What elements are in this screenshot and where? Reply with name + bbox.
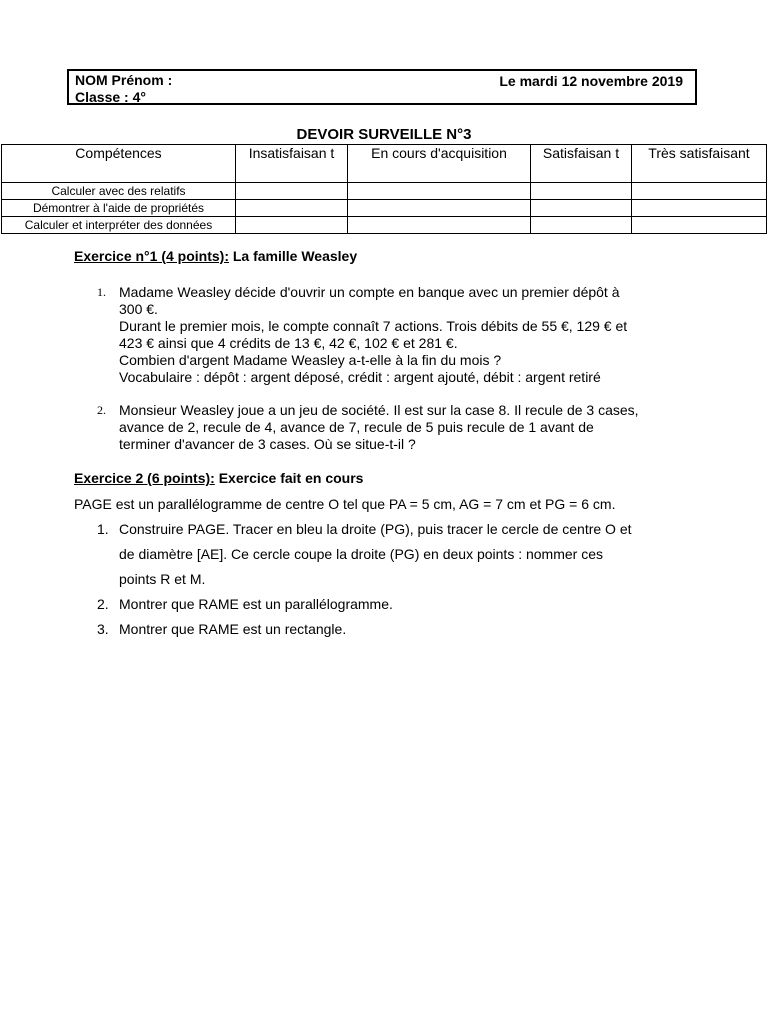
exercise1-label: Exercice n°1 (4 points): [74, 248, 229, 264]
competence-label: Calculer et interpréter des données [2, 217, 236, 234]
rating-cell [348, 217, 531, 234]
column-header: Compétences [2, 145, 236, 183]
column-header: Très satisfaisant [632, 145, 767, 183]
item-line: de diamètre [AE]. Ce cercle coupe la droite (PG) en deux points : nommer ces [119, 546, 604, 562]
item-line: Montrer que RAME est un rectangle. [119, 621, 347, 637]
rating-cell [236, 217, 348, 234]
item-number: 1. [97, 521, 109, 537]
competence-label: Démontrer à l'aide de propriétés [2, 200, 236, 217]
item-line: 423 € ainsi que 4 crédits de 13 €, 42 €, 102 € et 281 €. [119, 335, 458, 351]
list-item [74, 617, 632, 642]
item-line: Vocabulaire : dépôt : argent déposé, crédit : argent ajouté, débit : argent retiré [119, 369, 601, 385]
table-row [2, 217, 767, 234]
exercise2-name: Exercice fait en cours [218, 470, 364, 486]
column-header: En cours d'acquisition [348, 145, 531, 183]
item-line: Monsieur Weasley joue a un jeu de société. Il est sur la case 8. Il recule de 3 cases, [119, 402, 639, 418]
exercise1-heading [74, 248, 357, 264]
exercise2-heading [74, 470, 363, 486]
item-line: Combien d'argent Madame Weasley a-t-elle à la fin du mois ? [119, 352, 502, 368]
exercise1-name: La famille Weasley [232, 248, 358, 264]
column-header: Insatisfaisan t [236, 145, 348, 183]
item-line: points R et M. [119, 571, 206, 587]
rating-cell [531, 200, 632, 217]
exercise2-list [74, 517, 632, 642]
item-line: Montrer que RAME est un parallélogramme. [119, 596, 393, 612]
rating-cell [236, 200, 348, 217]
exercise2-intro: PAGE est un parallélogramme de centre O tel que PA = 5 cm, AG = 7 cm et PG = 6 cm. [74, 496, 616, 512]
item-number: 1. [97, 285, 106, 299]
list-item [74, 402, 639, 453]
rating-cell [236, 183, 348, 200]
student-info-box [67, 69, 697, 105]
exercise2-label: Exercice 2 (6 points): [74, 470, 215, 486]
item-line: 300 €. [119, 301, 158, 317]
list-item [74, 517, 632, 592]
item-line: Construire PAGE. Tracer en bleu la droite (PG), puis tracer le cercle de centre O et [119, 521, 632, 537]
list-item [74, 592, 632, 617]
rating-cell [632, 200, 767, 217]
name-label: NOM Prénom : [75, 72, 173, 88]
item-line: terminer d'avancer de 3 cases. Où se situe-t-il ? [119, 436, 416, 452]
list-item [74, 284, 639, 386]
rating-cell [348, 200, 531, 217]
document-title: DEVOIR SURVEILLE N°3 [296, 126, 472, 143]
rating-cell [531, 217, 632, 234]
item-number: 2. [97, 403, 106, 417]
item-number: 3. [97, 621, 109, 637]
table-row [2, 183, 767, 200]
exam-date: Le mardi 12 novembre 2019 [499, 73, 683, 89]
competences-table [1, 144, 767, 234]
table-row [2, 200, 767, 217]
item-number: 2. [97, 596, 109, 612]
table-header-row [2, 145, 767, 183]
exercise1-list [74, 284, 639, 453]
rating-cell [348, 183, 531, 200]
rating-cell [632, 217, 767, 234]
column-header: Satisfaisan t [531, 145, 632, 183]
item-line: Durant le premier mois, le compte connaît 7 actions. Trois débits de 55 €, 129 € et [119, 318, 628, 334]
rating-cell [632, 183, 767, 200]
class-label: Classe : 4° [75, 89, 146, 105]
item-line: Madame Weasley décide d'ouvrir un compte en banque avec un premier dépôt à [119, 284, 620, 300]
rating-cell [531, 183, 632, 200]
item-line: avance de 2, recule de 4, avance de 7, recule de 5 puis recule de 1 avant de [119, 419, 594, 435]
competence-label: Calculer avec des relatifs [2, 183, 236, 200]
